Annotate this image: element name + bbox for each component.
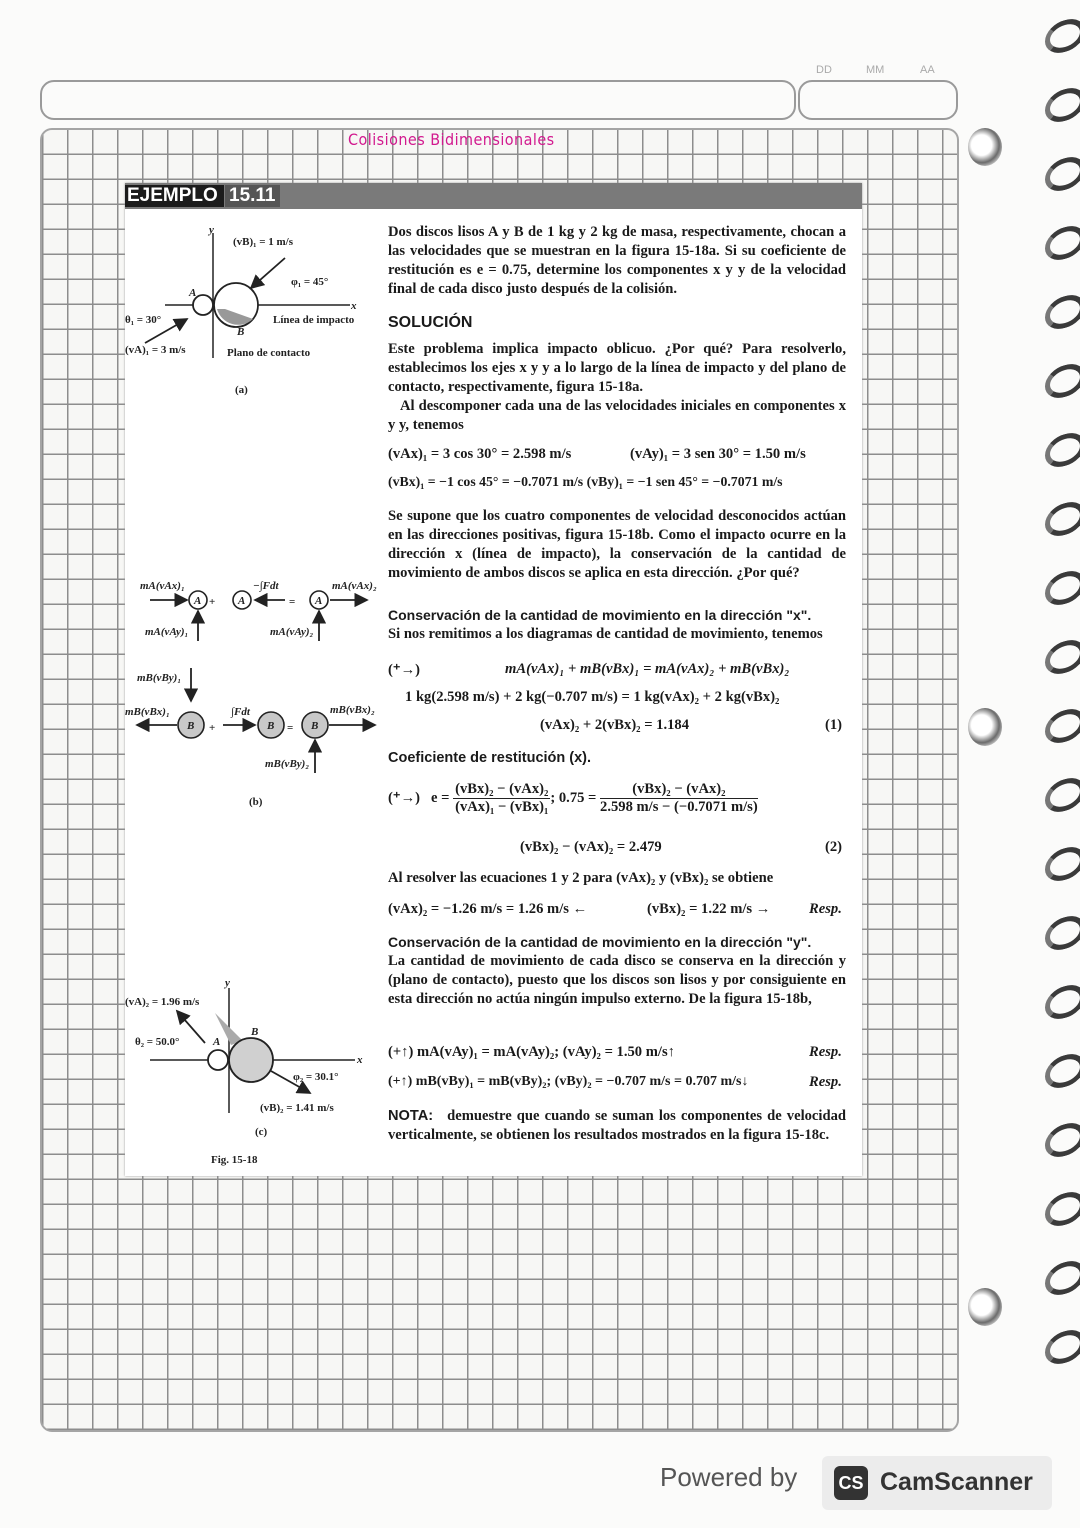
label-a: A [194,595,202,607]
fraction [600,781,758,816]
figure-c [125,963,387,1173]
eq-momentum-3: (vAx)₂ + 2(vBx)₂ = 1.184 [540,717,690,733]
spiral-ring [1045,774,1080,817]
date-label-aa: AA [920,64,935,76]
label-va2: (vA)₂ = 1.96 m/s [125,996,200,1008]
label-b: B [187,720,195,732]
label-b: B [251,1026,259,1038]
label-mb-vbx1: mB(vBx)₁ [125,706,170,718]
spiral-ring [1045,498,1080,541]
disk-a-diagram [140,580,377,641]
eq-momentum-2: 1 kg(2.598 m/s) + 2 kg(−0.707 m/s) = 1 kg(vAx)₂ + 2 kg(vBx)₂ [405,689,780,705]
label-va1: (vA)₁ = 3 m/s [125,344,186,356]
spiral-ring [1045,84,1080,127]
eq-initial-b: (vBx)₁ = −1 cos 45° = −0.7071 m/s (vBy)₁ = −1 sen 45° = −0.7071 m/s [388,474,783,489]
label-ma-vay1: mA(vAy)₁ [145,626,189,638]
spiral-ring [1045,1257,1080,1300]
camscanner-logo: CS [834,1466,868,1500]
punch-hole [968,128,1002,166]
problem-statement: Dos discos lisos A y B de 1 kg y 2 kg de masa, respectivamente, chocan a las velocidades que se muestran en la figura 15-18a. Si su coeficiente de restitución es e = 0.75, determine los componentes x y y de la velocidad final de cada disco justo después de la colisión. [388,224,846,297]
result-vby: (+↑) mB(vBy)₁ = mB(vBy)₂; (vBy)₂ = −0.707 m/s = 0.707 m/s↓ [388,1074,749,1089]
resp-label: Resp. [809,1044,842,1060]
numerator: (vBx)₂ − (vAx)₂ [455,781,549,797]
eq-restitution-result: (vBx)₂ − (vAx)₂ = 2.479 [520,839,662,855]
spiral-ring [1045,222,1080,265]
denominator: (vAx)₁ − (vBx)₁ [455,799,549,815]
spiral-ring [1045,636,1080,679]
note-label: NOTA: [388,1108,434,1124]
label-theta1: θ₁ = 30° [125,314,162,326]
label-mb-vbx2: mB(vBx)₂ [330,704,375,716]
example-label: EJEMPLO [125,185,224,207]
camscanner-name: CamScanner [880,1468,1033,1496]
spiral-ring [1045,843,1080,886]
figure-a [125,223,387,403]
spiral-ring [1045,15,1080,58]
eq-number-1: (1) [825,717,843,733]
sign-convention: (⁺→) [388,662,421,678]
solution-para-1: Este problema implica impacto oblicuo. ¿Por qué? Para resolverlo, establecimos los ejes x y y a lo largo de la línea de impacto y del plano de contacto, respectivamente, figura 15-18a. [388,341,846,395]
solution-para-4: Si nos remitimos a los diagramas de cantidad de movimiento, tenemos [388,626,823,642]
label-y: y [225,977,230,989]
label-contact-plane: Plano de contacto [227,347,311,359]
plus-sign: + [209,596,216,608]
label-ma-vax1: mA(vAx)₁ [140,580,185,592]
solution-para-3: Se supone que los cuatro componentes de velocidad desconocidos actúan en las direcciones positivas, figura 15-18b. Como el impacto ocurre en la dirección x (línea de impacto), la conservación de la cantidad de movimiento de ambos discos se aplica en esta dirección. ¿Por qué? [388,508,846,581]
label-theta2: θ₂ = 50.0° [135,1036,180,1048]
spiral-ring [1045,1050,1080,1093]
notebook-title-box [40,80,796,120]
solution-para-5: Al resolver las ecuaciones 1 y 2 para (vAx)₂ y (vBx)₂ se obtiene [388,870,774,886]
result-vax: (vAx)₂ = −1.26 m/s = 1.26 m/s ← [388,901,588,917]
date-label-dd: DD [816,64,832,76]
label-b: B [311,720,319,732]
label-impact-line: Línea de impacto [273,314,355,326]
equals-sign: = [289,596,296,608]
notebook-date-box [798,80,958,120]
caption-a: (a) [235,384,248,396]
denominator: 2.598 m/s − (−0.7071 m/s) [600,799,758,815]
label-ma-vax2: mA(vAx)₂ [332,580,377,592]
spiral-ring [1045,567,1080,610]
velocity-a2-arrow [177,1011,205,1043]
label-vb1: (vB)₁ = 1 m/s [233,236,293,248]
eq-initial-a-x: (vAx)₁ = 3 cos 30° = 2.598 m/s [388,446,572,462]
spiral-ring [1045,705,1080,748]
note [388,1107,846,1145]
example-number: 15.11 [225,185,280,207]
label-phi2: φ₂ = 30.1° [293,1071,339,1083]
label-phi1: φ₁ = 45° [291,276,329,288]
spiral-ring [1045,1326,1080,1369]
spiral-ring [1045,1119,1080,1162]
caption-b: (b) [249,796,263,808]
caption-c: (c) [255,1126,268,1138]
label-a: A [315,595,323,607]
label-y: y [209,224,214,236]
heading-conservation-x: Conservación de la cantidad de movimiento en la dirección "x". [388,607,812,623]
label-impulse: ∫Fdt [231,706,250,718]
punch-hole [968,1288,1002,1326]
powered-by-text: Powered by [660,1462,798,1492]
result-vay: (+↑) mA(vAy)₁ = mA(vAy)₂; (vAy)₂ = 1.50 m/s↑ [388,1044,675,1060]
numerator: (vBx)₂ − (vAx)₂ [600,781,758,799]
label-b: B [237,326,245,338]
figure-b [125,573,387,813]
fraction [453,781,550,816]
note-text: demuestre que cuando se suman los componentes de velocidad verticalmente, se obtienen los resultados mostrados en la figura 15-18c. [388,1108,846,1143]
restitution-equation [388,781,758,816]
figure-caption: Fig. 15-18 [211,1154,258,1166]
spiral-ring [1045,291,1080,334]
e-lhs: e = [430,789,450,806]
label-a: A [189,287,197,299]
e-mid: ; 0.75 = [550,789,597,806]
punch-hole [968,708,1002,746]
camscanner-badge [822,1456,1052,1510]
eq-number-2: (2) [825,839,843,855]
label-b: B [267,720,275,732]
textbook-excerpt [125,183,862,1176]
spiral-ring [1045,429,1080,472]
solution-heading: SOLUCIÓN [388,314,473,331]
resp-label: Resp. [809,1074,842,1090]
disk-a [208,1050,228,1070]
date-label-mm: MM [866,64,885,76]
resp-label: Resp. [809,901,842,917]
eq-momentum-1: mA(vAx)₁ + mB(vBx)₁ = mA(vAx)₂ + mB(vBx)₂ [505,661,790,677]
heading-restitution: Coeficiente de restitución (x). [388,750,592,766]
spiral-ring [1045,912,1080,955]
solution-para-6: La cantidad de movimiento de cada disco se conserva en la dirección y (plano de contacto), puesto que los discos son lisos y por consiguiente en esta dirección no actúa ningún impulso externo. De la figura 15-18b, [388,953,846,1007]
spiral-ring [1045,360,1080,403]
eq-initial-a-y: (vAy)₁ = 3 sen 30° = 1.50 m/s [630,446,806,462]
spiral-ring [1045,1188,1080,1231]
handwritten-title: Colisiones Bidimensionales [348,130,555,149]
plus-sign: + [209,722,216,734]
label-vb2: (vB)₂ = 1.41 m/s [260,1102,334,1114]
spiral-ring [1045,981,1080,1024]
equals-sign: = [287,722,294,734]
sign-convention: (⁺→) [388,789,421,806]
heading-conservation-y: Conservación de la cantidad de movimiento en la dirección "y". [388,934,812,950]
label-a: A [213,1036,221,1048]
spiral-ring [1045,153,1080,196]
label-x: x [357,1054,363,1066]
label-ma-vay2: mA(vAy)₂ [270,626,314,638]
velocity-b-arrow [251,258,285,288]
label-mb-vby2: mB(vBy)₂ [265,758,310,770]
solution-para-2: Al descomponer cada una de las velocidades iniciales en componentes x y y, tenemos [388,398,846,433]
result-vbx: (vBx)₂ = 1.22 m/s → [647,901,771,917]
label-x: x [351,300,357,312]
label-mb-vby1: mB(vBy)₁ [137,672,182,684]
label-neg-impulse: −∫Fdt [253,580,279,592]
disk-b-diagram [125,668,375,773]
label-a: A [238,595,246,607]
disk-b [229,1038,273,1082]
